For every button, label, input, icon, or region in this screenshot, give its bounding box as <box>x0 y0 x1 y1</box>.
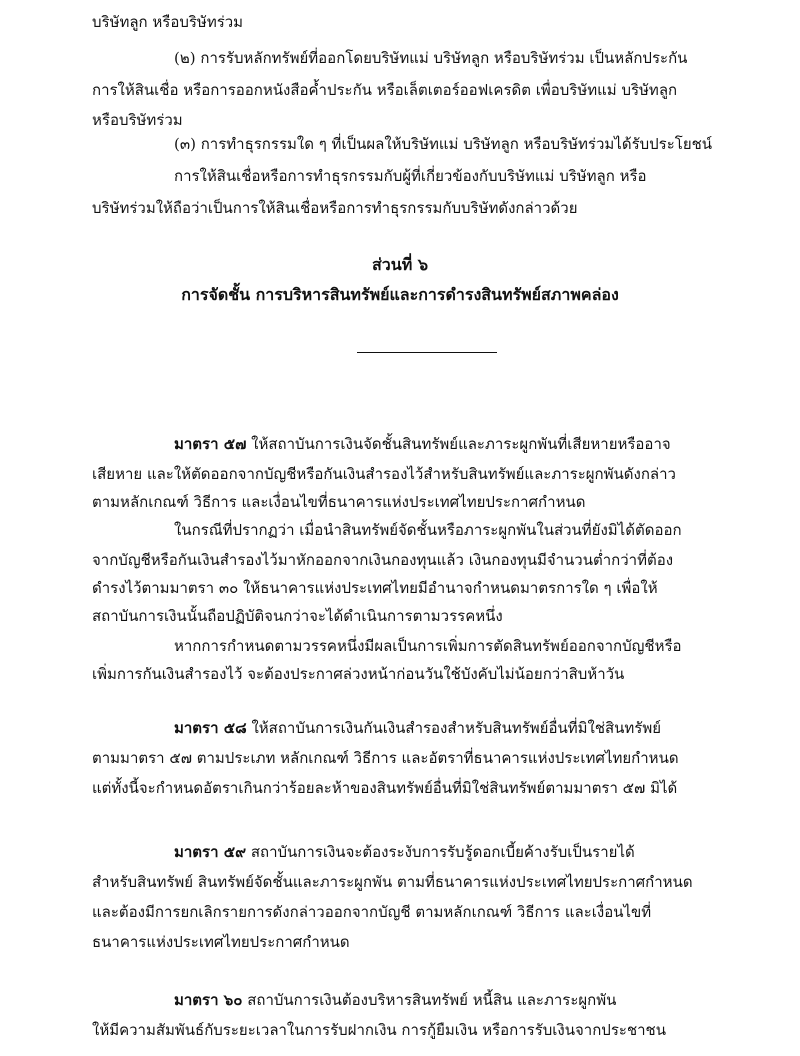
text-line: จากบัญชีหรือกันเงินสำรองไว้มาหักออกจากเงินกองทุนแล้ว เงินกองทุนมีจำนวนต่ำกว่าที่ต้อง <box>92 551 674 569</box>
text-line: เสียหาย และให้ตัดออกจากบัญชีหรือกันเงินสำรองไว้สำหรับสินทรัพย์และภาระผูกพันดังกล่าว <box>92 465 676 483</box>
text-line: ดำรงไว้ตามมาตรา ๓๐ ให้ธนาคารแห่งประเทศไทยมีอำนาจกำหนดมาตรการใด ๆ เพื่อให้ <box>92 579 658 597</box>
divider <box>357 352 497 353</box>
text-line: หากการกำหนดตามวรรคหนึ่งมีผลเป็นการเพิ่มการตัดสินทรัพย์ออกจากบัญชีหรือ <box>174 637 682 655</box>
text-line: ตามหลักเกณฑ์ วิธีการ และเงื่อนไขที่ธนาคารแห่งประเทศไทยประกาศกำหนด <box>92 493 586 511</box>
text-line: การให้สินเชื่อ หรือการออกหนังสือค้ำประกัน หรือเล็ตเตอร์ออฟเครดิต เพื่อบริษัทแม่ บริษัทลูก <box>92 81 678 99</box>
part-title: การจัดชั้น การบริหารสินทรัพย์และการดำรงสินทรัพย์สภาพคล่อง <box>181 285 619 304</box>
text-line: แต่ทั้งนี้จะกำหนดอัตราเกินกว่าร้อยละห้าของสินทรัพย์อื่นที่มิใช่สินทรัพย์ตามมาตรา ๕๗ มิได้ <box>92 779 678 797</box>
section-60-first-line <box>174 990 616 1010</box>
section-57-first-line <box>174 434 671 454</box>
section-text: ให้สถาบันการเงินจัดชั้นสินทรัพย์และภาระผูกพันที่เสียหายหรืออาจ <box>246 435 671 453</box>
section-label: มาตรา ๕๘ <box>174 719 247 737</box>
part-heading: ส่วนที่ ๖ <box>372 255 428 274</box>
text-line: ตามมาตรา ๕๗ ตามประเภท หลักเกณฑ์ วิธีการ และอัตราที่ธนาคารแห่งประเทศไทยกำหนด <box>92 749 679 767</box>
text-line: สำหรับสินทรัพย์ สินทรัพย์จัดชั้นและภาระผูกพัน ตามที่ธนาคารแห่งประเทศไทยประกาศกำหนด <box>92 873 693 891</box>
text-line: บริษัทร่วมให้ถือว่าเป็นการให้สินเชื่อหรือการทำธุรกรรมกับบริษัทดังกล่าวด้วย <box>92 199 578 217</box>
text-line: การให้สินเชื่อหรือการทำธุรกรรมกับผู้ที่เกี่ยวข้องกับบริษัทแม่ บริษัทลูก หรือ <box>174 167 647 185</box>
section-label: มาตรา ๕๙ <box>174 843 247 861</box>
text-line: บริษัทลูก หรือบริษัทร่วม <box>92 13 244 31</box>
text-line: หรือบริษัทร่วม <box>92 111 183 129</box>
section-label: มาตรา ๕๗ <box>174 435 247 453</box>
text-line: สถาบันการเงินนั้นถือปฏิบัติจนกว่าจะได้ดำเนินการตามวรรคหนึ่ง <box>92 607 503 625</box>
text-line: เพิ่มการกันเงินสำรองไว้ จะต้องประกาศล่วงหน้าก่อนวันใช้บังคับไม่น้อยกว่าสิบห้าวัน <box>92 665 625 683</box>
section-text: ให้สถาบันการเงินกันเงินสำรองสำหรับสินทรัพย์อื่นที่มิใช่สินทรัพย์ <box>246 719 662 737</box>
text-line: ให้มีความสัมพันธ์กับระยะเวลาในการรับฝากเงิน การกู้ยืมเงิน หรือการรับเงินจากประชาชน <box>92 1021 666 1039</box>
section-text: สถาบันการเงินจะต้องระงับการรับรู้ดอกเบี้ยค้างรับเป็นรายได้ <box>246 843 635 861</box>
text-line: ธนาคารแห่งประเทศไทยประกาศกำหนด <box>92 933 350 951</box>
text-line: ในกรณีที่ปรากฏว่า เมื่อนำสินทรัพย์จัดชั้นหรือภาระผูกพันในส่วนที่ยังมิได้ตัดออก <box>174 521 682 539</box>
text-line: และต้องมีการยกเลิกรายการดังกล่าวออกจากบัญชี ตามหลักเกณฑ์ วิธีการ และเงื่อนไขที่ <box>92 903 652 921</box>
section-text: สถาบันการเงินต้องบริหารสินทรัพย์ หนี้สิน และภาระผูกพัน <box>242 991 617 1009</box>
text-line: (๓) การทำธุรกรรมใด ๆ ที่เป็นผลให้บริษัทแม่ บริษัทลูก หรือบริษัทร่วมได้รับประโยชน์ <box>174 135 713 153</box>
text-line: (๒) การรับหลักทรัพย์ที่ออกโดยบริษัทแม่ บริษัทลูก หรือบริษัทร่วม เป็นหลักประกัน <box>174 49 688 67</box>
section-58-first-line <box>174 718 661 738</box>
section-label: มาตรา ๖๐ <box>174 991 243 1009</box>
section-59-first-line <box>174 842 635 862</box>
